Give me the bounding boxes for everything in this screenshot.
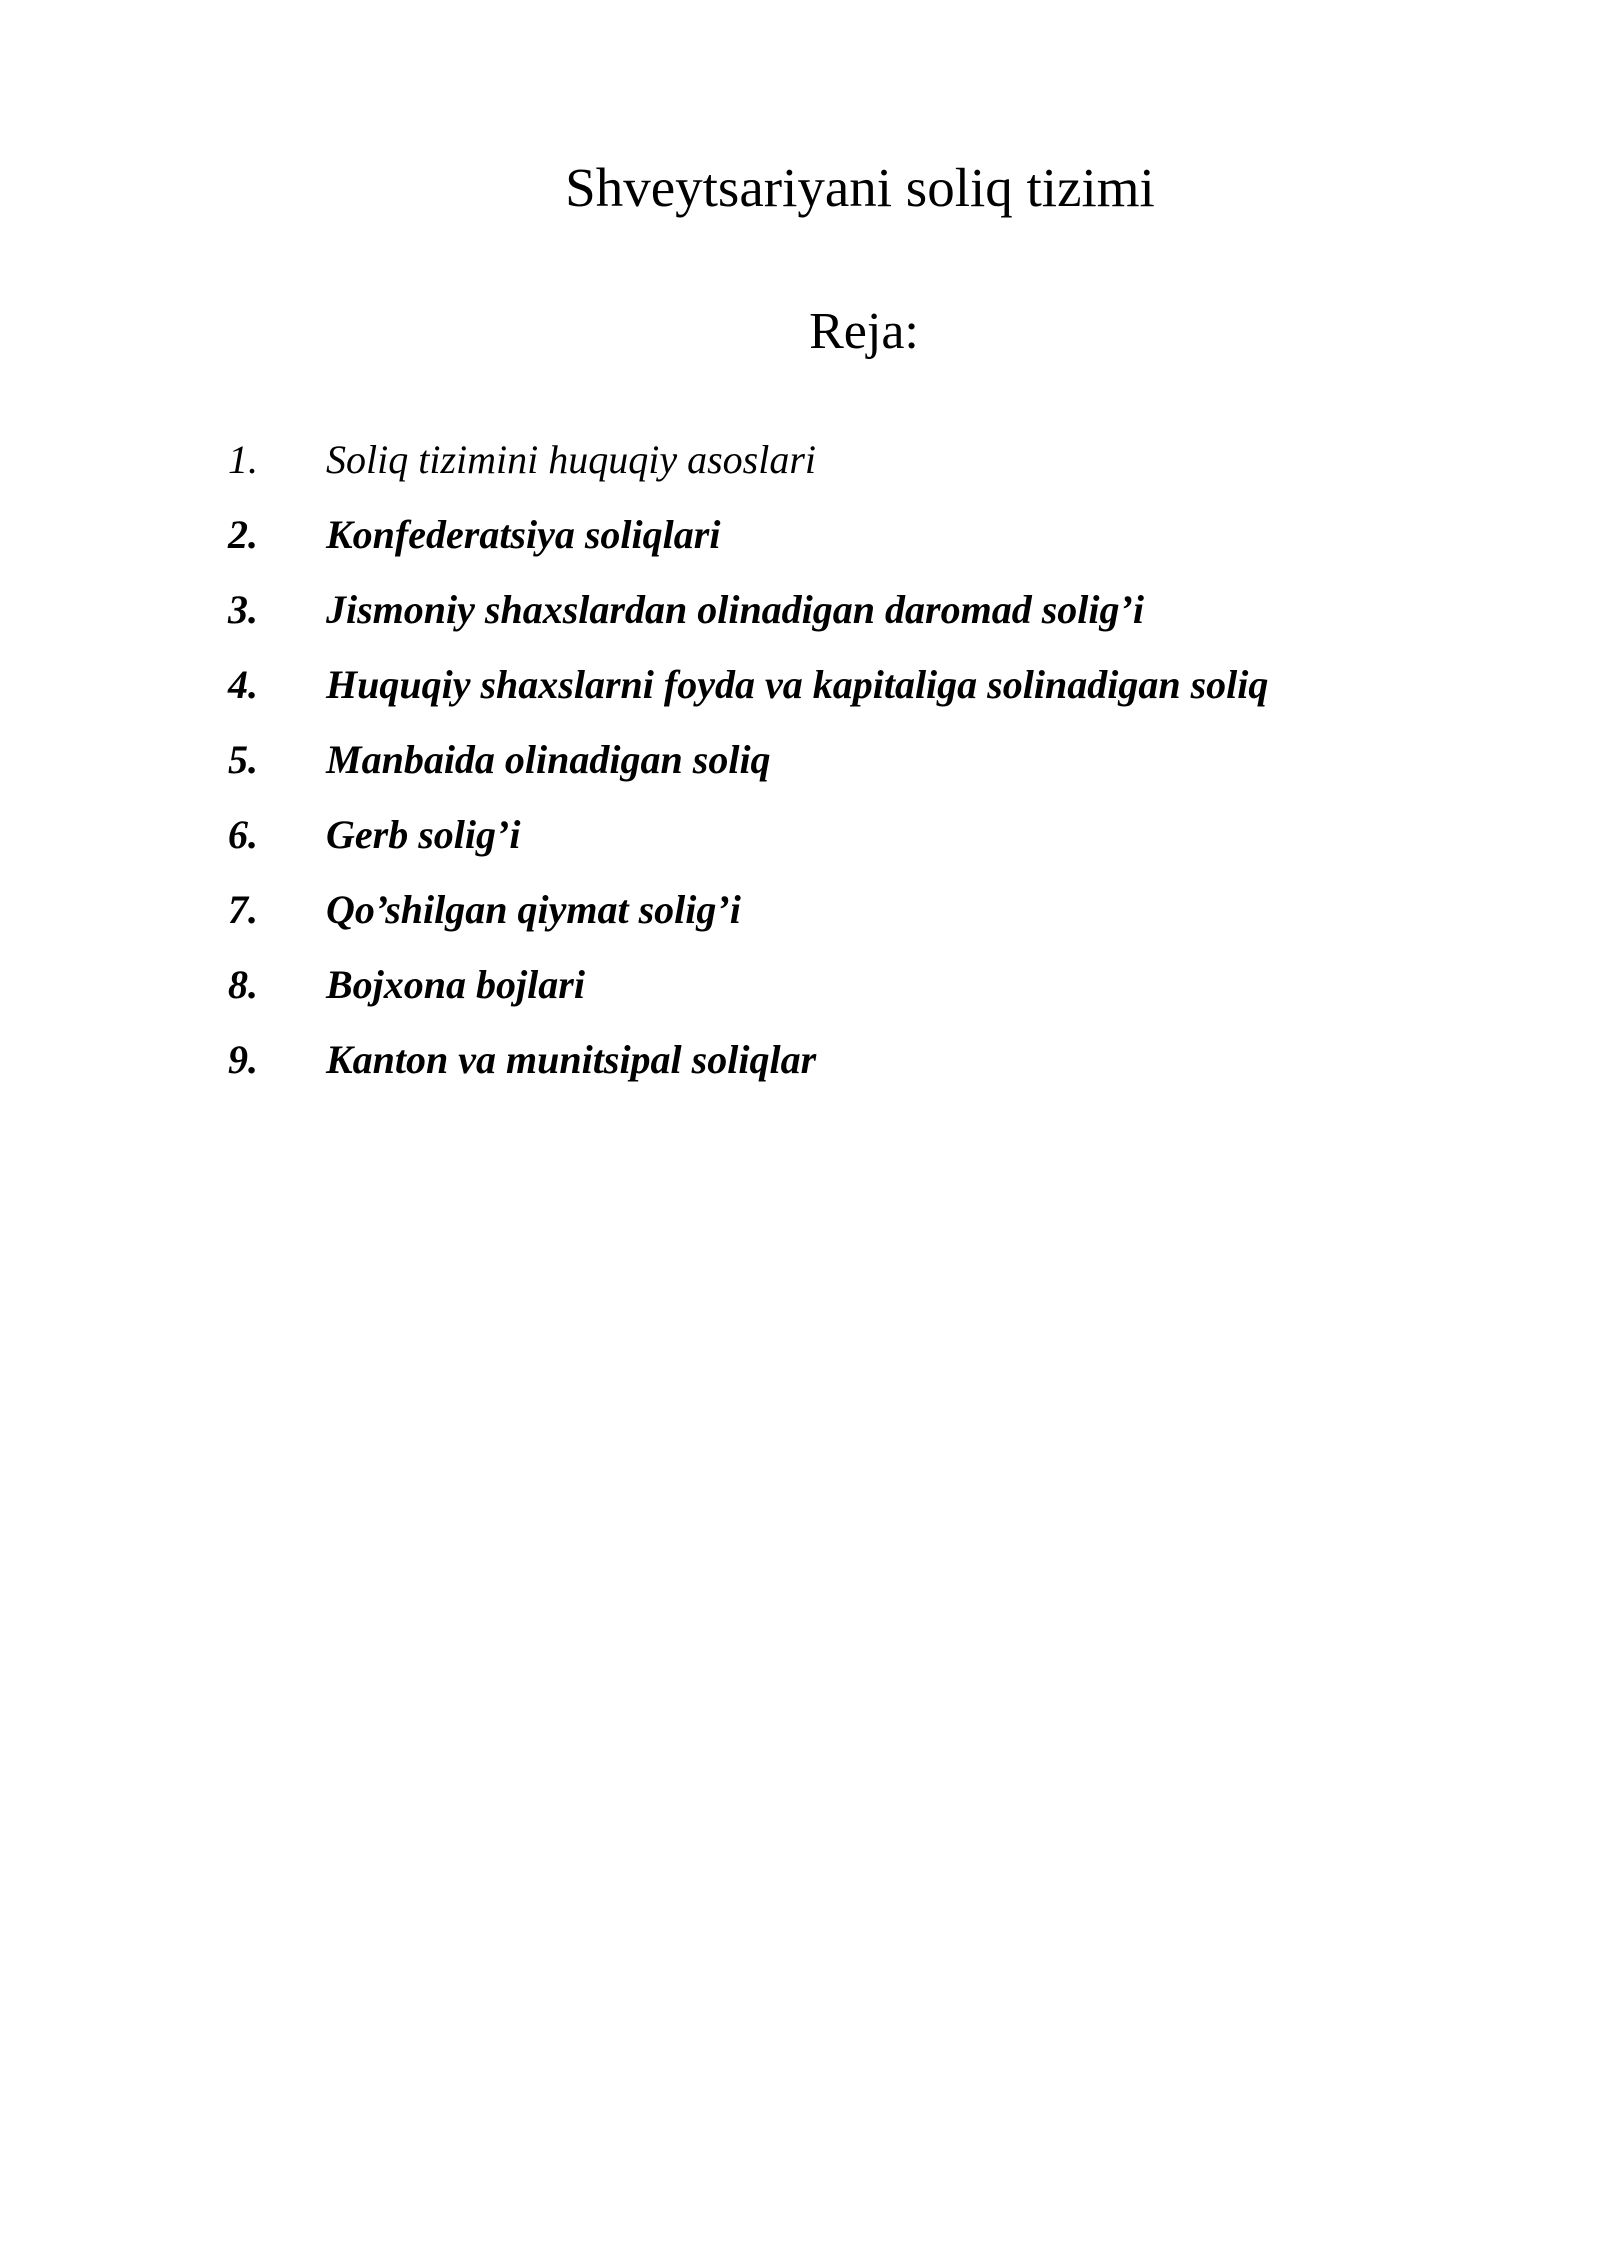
plan-item: [0, 957, 1600, 1032]
plan-item-text: Gerb solig’i: [326, 812, 521, 857]
plan-item-number: 8.: [228, 962, 258, 1007]
plan-item: [0, 507, 1600, 582]
plan-item-text: Bojxona bojlari: [326, 962, 585, 1007]
plan-item-number: 9.: [228, 1037, 258, 1082]
plan-item-text: Kanton va munitsipal soliqlar: [326, 1037, 817, 1082]
plan-item-text: Konfederatsiya soliqlari: [326, 512, 721, 557]
plan-item: [0, 432, 1600, 507]
plan-item: [0, 732, 1600, 807]
plan-item-number: 5.: [228, 737, 258, 782]
plan-item: [0, 582, 1600, 657]
plan-item-number: 7.: [228, 887, 258, 932]
document-title: Shveytsariyani soliq tizimi: [565, 157, 1155, 218]
plan-item-text: Manbaida olinadigan soliq: [326, 737, 771, 782]
plan-item: [0, 807, 1600, 882]
plan-item-text: Huquqiy shaxslarni foyda va kapitaliga solinadigan soliq: [326, 662, 1269, 707]
plan-heading: Reja:: [809, 303, 919, 360]
plan-item-text: Soliq tizimini huquqiy asoslari: [326, 437, 817, 482]
plan-item-text: Qo’shilgan qiymat solig’i: [326, 887, 741, 932]
plan-item-number: 4.: [228, 662, 258, 707]
plan-item: [0, 657, 1600, 732]
plan-item: [0, 882, 1600, 957]
plan-item: [0, 1032, 1600, 1107]
plan-item-number: 3.: [228, 587, 258, 632]
plan-item-number: 6.: [228, 812, 258, 857]
plan-item-number: 2.: [228, 512, 258, 557]
plan-list: [0, 432, 1600, 1107]
plan-item-number: 1.: [228, 437, 258, 482]
plan-item-text: Jismoniy shaxslardan olinadigan daromad solig’i: [326, 587, 1144, 632]
